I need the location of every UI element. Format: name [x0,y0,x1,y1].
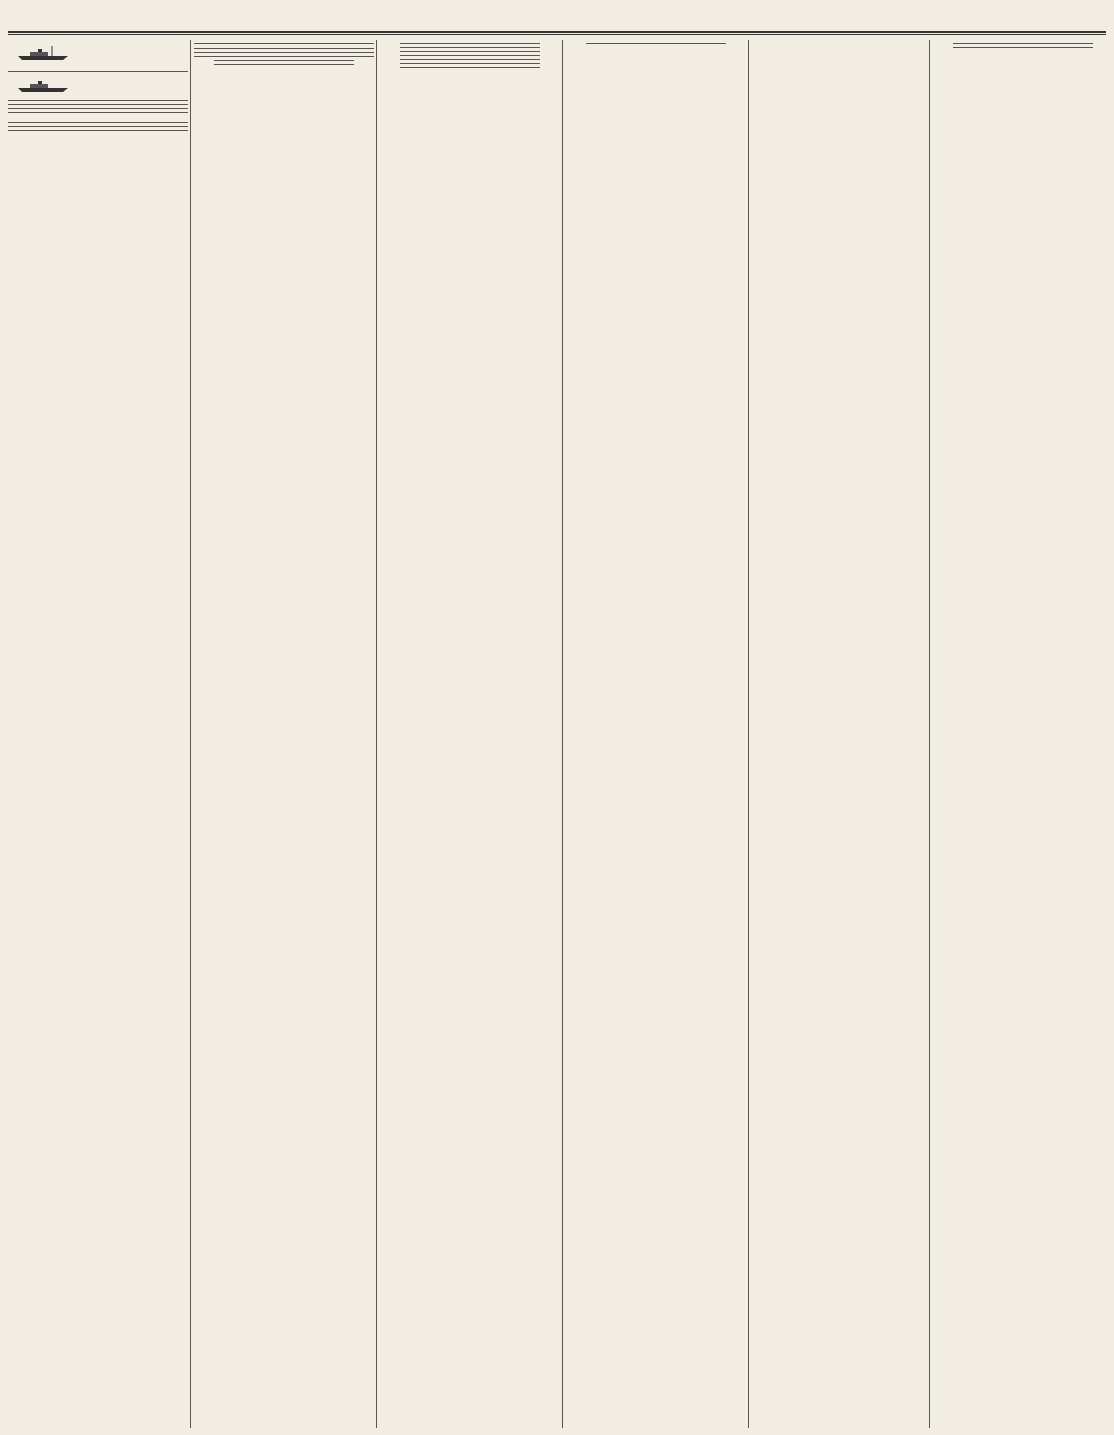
column-rule [562,40,563,1428]
steamship-icon [16,77,76,93]
column-rule [190,40,191,1428]
page-header [0,0,1114,34]
mining-row [194,72,374,73]
column-6 [933,40,1113,1428]
steamship-icon [16,45,76,61]
column-rule [748,40,749,1428]
column-3 [380,40,560,1428]
column-1 [8,40,188,1428]
column-rule [376,40,377,1428]
column-5 [752,40,932,1428]
mining-returns-table [194,68,374,72]
header-rule [8,31,1106,35]
column-2 [194,40,374,1428]
column-4 [566,40,746,1428]
